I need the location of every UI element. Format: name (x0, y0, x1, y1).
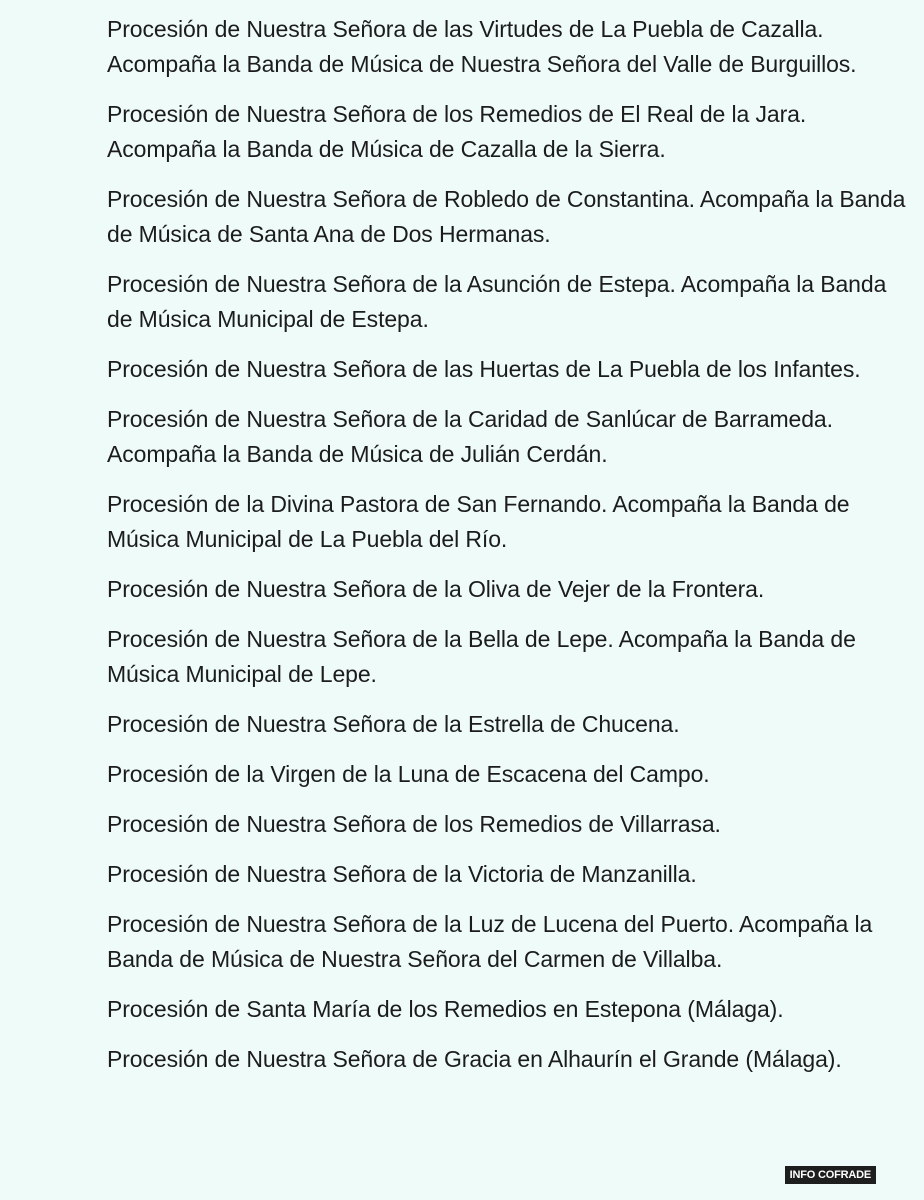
list-item: Procesión de la Virgen de la Luna de Escacena del Campo. (107, 761, 710, 787)
list-item: Procesión de Nuestra Señora de la Caridad de Sanlúcar de Barrameda. Acompaña la Banda de Música de Julián Cerdán. (107, 406, 833, 467)
list-item: Procesión de Nuestra Señora de los Remedios de Villarrasa. (107, 811, 721, 837)
list-item: Procesión de Nuestra Señora de la Bella de Lepe. Acompaña la Banda de Música Municipal de Lepe. (107, 626, 856, 687)
list-item: Procesión de Nuestra Señora de las Huertas de La Puebla de los Infantes. (107, 356, 861, 382)
list-item: Procesión de Santa María de los Remedios en Estepona (Málaga). (107, 996, 784, 1022)
list-item: Procesión de Nuestra Señora de las Virtudes de La Puebla de Cazalla. Acompaña la Banda de Música de Nuestra Señora del Valle de Burguillos. (107, 16, 857, 77)
list-item: Procesión de Nuestra Señora de los Remedios de El Real de la Jara. Acompaña la Banda de Música de Cazalla de la Sierra. (107, 101, 807, 162)
list-item: Procesión de Nuestra Señora de la Estrella de Chucena. (107, 711, 680, 737)
procession-list (107, 12, 907, 1092)
list-item: Procesión de Nuestra Señora de la Victoria de Manzanilla. (107, 861, 697, 887)
list-item: Procesión de Nuestra Señora de la Luz de Lucena del Puerto. Acompaña la Banda de Música de Nuestra Señora del Carmen de Villalba. (107, 911, 873, 972)
list-item: Procesión de Nuestra Señora de Robledo de Constantina. Acompaña la Banda de Música de Santa Ana de Dos Hermanas. (107, 186, 906, 247)
list-item: Procesión de la Divina Pastora de San Fernando. Acompaña la Banda de Música Municipal de La Puebla del Río. (107, 491, 850, 552)
watermark-logo: INFO COFRADE (785, 1166, 876, 1184)
list-item: Procesión de Nuestra Señora de Gracia en Alhaurín el Grande (Málaga). (107, 1046, 842, 1072)
list-item: Procesión de Nuestra Señora de la Oliva de Vejer de la Frontera. (107, 576, 765, 602)
list-item: Procesión de Nuestra Señora de la Asunción de Estepa. Acompaña la Banda de Música Municipal de Estepa. (107, 271, 887, 332)
